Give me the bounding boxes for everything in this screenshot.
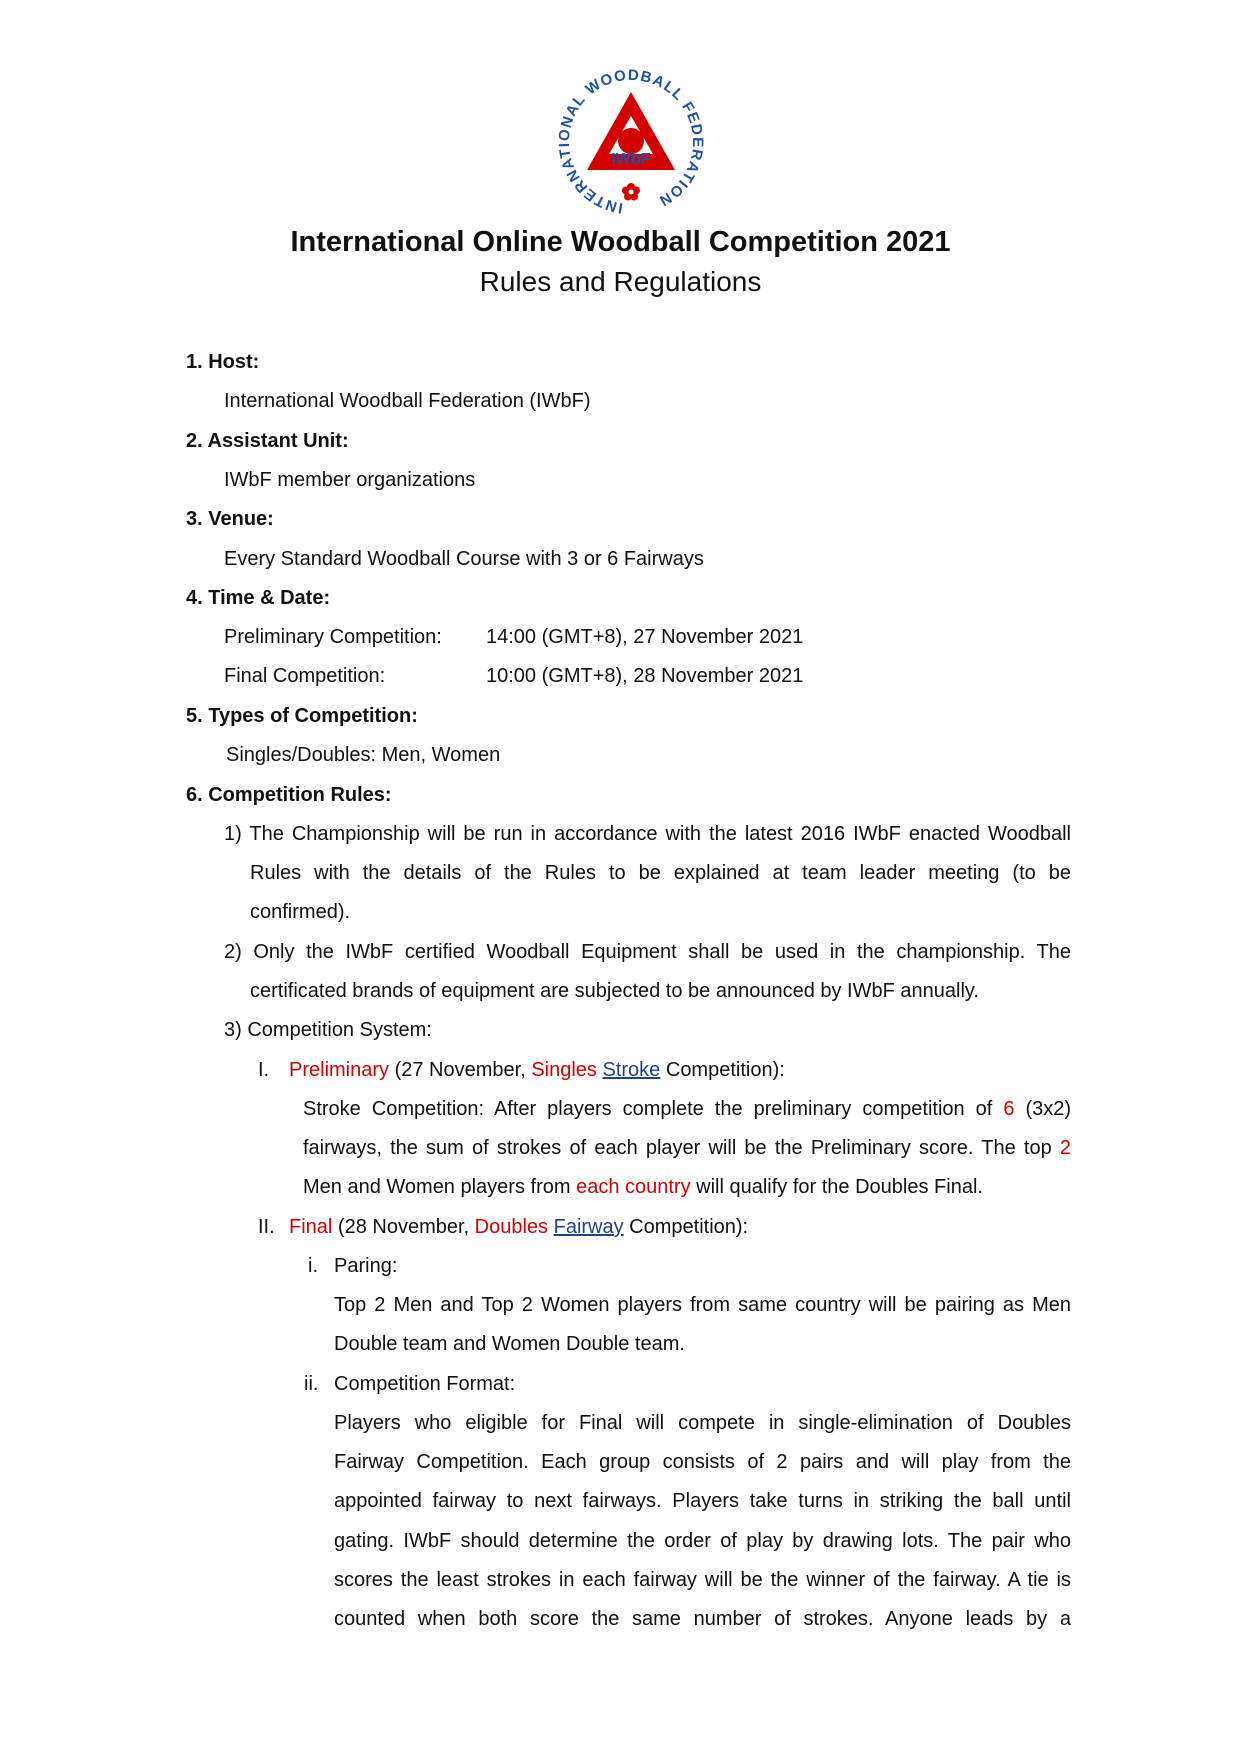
prelim-fairway-count: 6: [1003, 1098, 1015, 1120]
final-time-value: 10:00 (GMT+8), 28 November 2021: [486, 665, 804, 687]
rule-3-heading: 3) Competition System:: [224, 1019, 432, 1041]
prelim-line-1-text: Stroke Competition: After players complete the preliminary competition of: [303, 1098, 1004, 1120]
section-heading-time: 4. Time & Date:: [186, 587, 331, 609]
final-heading: [289, 1213, 748, 1241]
section-heading-assistant: 2. Assistant Unit:: [186, 430, 349, 452]
final-name: Final: [289, 1216, 333, 1238]
section-heading-venue: 3. Venue:: [186, 508, 274, 530]
prelim-date: (27 November,: [389, 1059, 532, 1081]
prelim-heading: [289, 1056, 785, 1084]
final-time-label: Final Competition:: [224, 665, 386, 687]
venue-text: Every Standard Woodball Course with 3 or 6 Fairways: [224, 548, 704, 570]
pairing-line-2: Double team and Women Double team.: [334, 1333, 685, 1355]
format-line-6: counted when both score the same number of strokes. Anyone leads by a: [334, 1608, 1071, 1630]
prelim-line-2-text: fairways, the sum of strokes of each player will be the Preliminary score. The top: [303, 1137, 1060, 1159]
prelim-name: Preliminary: [289, 1059, 390, 1081]
final-type-link[interactable]: Fairway: [553, 1216, 624, 1238]
prelim-numeral: I.: [258, 1059, 270, 1081]
format-line-4: gating. IWbF should determine the order of play by drawing lots. The pair who: [334, 1530, 1071, 1552]
final-tail: Competition):: [623, 1216, 749, 1238]
host-text: International Woodball Federation (IWbF): [224, 390, 591, 412]
section-heading-rules: 6. Competition Rules:: [186, 784, 392, 806]
prelim-tail: Competition):: [660, 1059, 785, 1081]
prelim-line-3-text: Men and Women players from: [303, 1176, 577, 1198]
rule-1-line-1: 1) The Championship will be run in accordance with the latest 2016 IWbF enacted Woodball: [224, 823, 1071, 845]
prelim-type-link[interactable]: Stroke: [602, 1059, 661, 1081]
prelim-line-1: [303, 1095, 1071, 1123]
format-line-1: Players who eligible for Final will compete in single-elimination of Doubles: [334, 1412, 1071, 1434]
rule-2-line-1: 2) Only the IWbF certified Woodball Equipment shall be used in the championship. The: [224, 941, 1071, 963]
final-mode: Doubles: [474, 1216, 549, 1238]
flower-icon: [622, 183, 640, 201]
format-numeral: ii.: [304, 1373, 319, 1395]
rule-1-line-3: confirmed).: [250, 901, 351, 923]
prelim-line-1-tail: (3x2): [1014, 1098, 1072, 1120]
section-heading-host: 1. Host:: [186, 351, 260, 373]
rule-1-line-2: Rules with the details of the Rules to be explained at team leader meeting (to be: [250, 862, 1071, 884]
prelim-line-2: [303, 1134, 1071, 1162]
prelim-line-3: [303, 1173, 983, 1201]
section-heading-types: 5. Types of Competition:: [186, 705, 418, 727]
prelim-each-country: each country: [576, 1176, 691, 1198]
prelim-time-value: 14:00 (GMT+8), 27 November 2021: [486, 626, 804, 648]
format-title: Competition Format:: [334, 1373, 516, 1395]
prelim-mode: Singles: [531, 1059, 597, 1081]
final-numeral: II.: [258, 1216, 275, 1238]
pairing-line-1: Top 2 Men and Top 2 Women players from same country will be pairing as Men: [334, 1294, 1071, 1316]
document-subtitle: Rules and Regulations: [479, 266, 762, 297]
logo-abbr: IWbF: [611, 151, 651, 168]
assistant-text: IWbF member organizations: [224, 469, 476, 491]
document-title: International Online Woodball Competition 2021: [290, 226, 951, 258]
final-date: (28 November,: [332, 1216, 475, 1238]
prelim-line-3-tail: will qualify for the Doubles Final.: [690, 1176, 983, 1198]
rule-2-line-2: certificated brands of equipment are subjected to be announced by IWbF annually.: [250, 980, 979, 1002]
pairing-numeral: i.: [308, 1255, 318, 1277]
format-line-3: appointed fairway to next fairways. Players take turns in striking the ball until: [334, 1490, 1071, 1512]
iwbf-logo: [553, 54, 709, 218]
types-text: Singles/Doubles: Men, Women: [226, 744, 501, 766]
logo-ring-text: INTERNATIONAL WOODBALL FEDERATION: [555, 66, 707, 217]
format-line-2: Fairway Competition. Each group consists of 2 pairs and will play from the: [334, 1451, 1071, 1473]
format-line-5: scores the least strokes in each fairway will be the winner of the fairway. A tie is: [334, 1569, 1071, 1591]
prelim-time-label: Preliminary Competition:: [224, 626, 442, 648]
prelim-top-count: 2: [1059, 1137, 1071, 1159]
pairing-title: Paring:: [334, 1255, 398, 1277]
